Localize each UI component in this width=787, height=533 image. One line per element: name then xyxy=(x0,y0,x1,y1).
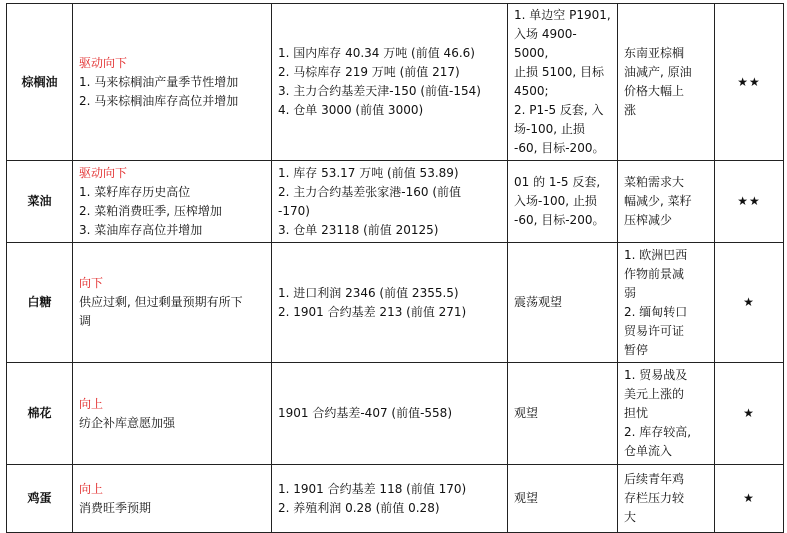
data-cell-line: 2. 主力合约基差张家港-160 (前值 xyxy=(278,184,461,199)
strategy-cell xyxy=(508,363,618,465)
strategy-cell-line: 震荡观望 xyxy=(514,295,563,309)
data-cell-line: 3. 仓单 23118 (前值 20125) xyxy=(278,222,439,237)
strategy-cell-line: 观望 xyxy=(514,491,539,505)
strategy-cell-line: 2. P1-5 反套, 入 xyxy=(514,103,604,117)
data-cell-line: 1. 国内库存 40.34 万吨 (前值 46.6) xyxy=(278,46,475,60)
risk-cell-line: 后续青年鸡 xyxy=(624,472,685,486)
driver-line: 1. 菜籽库存历史高位 xyxy=(79,184,191,199)
strategy-cell xyxy=(508,161,618,243)
direction-label: 向上 xyxy=(79,396,104,411)
risk-cell xyxy=(618,243,715,363)
risk-cell-line: 暂停 xyxy=(624,342,649,357)
strategy-cell xyxy=(508,4,618,161)
risk-cell-line: 作物前景减 xyxy=(624,266,685,281)
table-row xyxy=(7,4,784,161)
data-cell-line: 2. 1901 合约基差 213 (前值 271) xyxy=(278,304,467,319)
risk-cell-line: 东南亚棕榈 xyxy=(624,46,685,60)
data-cell-line: 1. 库存 53.17 万吨 (前值 53.89) xyxy=(278,165,459,180)
direction-label: 驱动向下 xyxy=(79,55,128,70)
data-cell xyxy=(272,465,508,533)
driver-line: 消费旺季预期 xyxy=(79,500,152,515)
driver-line: 供应过剩, 但过剩量预期有所下 xyxy=(79,295,243,309)
risk-cell-line: 幅减少, 菜籽 xyxy=(624,194,692,208)
driver-cell xyxy=(73,363,272,465)
risk-cell-line: 菜粕需求大 xyxy=(624,175,685,189)
strategy-cell xyxy=(508,465,618,533)
driver-line: 1. 马来棕榈油产量季节性增加 xyxy=(79,74,239,89)
direction-label: 驱动向下 xyxy=(79,165,128,180)
risk-cell-line: 油减产, 原油 xyxy=(624,65,692,79)
table-row xyxy=(7,243,784,363)
driver-cell xyxy=(73,465,272,533)
risk-cell-line: 担忧 xyxy=(624,406,649,420)
data-cell xyxy=(272,161,508,243)
data-cell xyxy=(272,243,508,363)
driver-line: 3. 菜油库存高位并增加 xyxy=(79,222,203,237)
rating-stars: ★ xyxy=(715,363,784,465)
commodity-name: 白糖 xyxy=(7,243,73,363)
risk-cell-line: 涨 xyxy=(624,103,637,117)
data-cell-line: -170) xyxy=(278,203,310,218)
strategy-cell-line: 入场-100, 止损 xyxy=(514,194,597,208)
data-cell xyxy=(272,4,508,161)
risk-cell-line: 2. 库存较高, xyxy=(624,425,692,439)
risk-cell-line: 美元上涨的 xyxy=(624,387,685,401)
data-cell-line: 4. 仓单 3000 (前值 3000) xyxy=(278,103,424,117)
driver-line: 调 xyxy=(79,314,92,328)
commodity-name: 棉花 xyxy=(7,363,73,465)
strategy-cell-line: 止损 5100, 目标 xyxy=(514,65,604,79)
data-cell-line: 1901 合约基差-407 (前值-558) xyxy=(278,406,453,420)
risk-cell-line: 仓单流入 xyxy=(624,444,673,458)
risk-cell-line: 2. 缅甸转口 xyxy=(624,304,688,319)
rating-stars: ★★ xyxy=(715,161,784,243)
direction-label: 向下 xyxy=(79,276,104,290)
commodity-name: 棕榈油 xyxy=(7,4,73,161)
driver-line: 纺企补库意愿加强 xyxy=(79,415,176,430)
driver-cell xyxy=(73,4,272,161)
table-row xyxy=(7,161,784,243)
driver-cell xyxy=(73,161,272,243)
risk-cell-line: 压榨减少 xyxy=(624,213,673,227)
rating-stars: ★ xyxy=(715,465,784,533)
data-cell-line: 2. 马棕库存 219 万吨 (前值 217) xyxy=(278,65,460,79)
driver-line: 2. 马来棕榈油库存高位并增加 xyxy=(79,93,239,108)
data-cell-line: 2. 养殖利润 0.28 (前值 0.28) xyxy=(278,500,440,515)
strategy-cell-line: 场-100, 止损 xyxy=(514,122,585,136)
risk-cell-line: 存栏压力较 xyxy=(624,491,685,505)
table-row xyxy=(7,363,784,465)
commodity-name: 鸡蛋 xyxy=(7,465,73,533)
data-cell-line: 1. 进口利润 2346 (前值 2355.5) xyxy=(278,285,459,300)
strategy-cell-line: 4500; xyxy=(514,84,549,98)
rating-stars: ★ xyxy=(715,243,784,363)
driver-line: 2. 菜粕消费旺季, 压榨增加 xyxy=(79,203,222,218)
risk-cell xyxy=(618,465,715,533)
risk-cell-line: 1. 欧洲巴西 xyxy=(624,247,688,262)
strategy-cell-line: 01 的 1-5 反套, xyxy=(514,175,601,189)
table-row xyxy=(7,465,784,533)
data-cell-line: 1. 1901 合约基差 118 (前值 170) xyxy=(278,481,467,496)
strategy-cell-line: 观望 xyxy=(514,406,539,420)
direction-label: 向上 xyxy=(79,481,104,496)
driver-cell xyxy=(73,243,272,363)
commodity-name: 菜油 xyxy=(7,161,73,243)
risk-cell xyxy=(618,161,715,243)
strategy-cell-line: 入场 4900-5000, xyxy=(514,27,577,60)
strategy-cell-line: -60, 目标-200。 xyxy=(514,213,605,227)
data-cell xyxy=(272,363,508,465)
data-cell-line: 3. 主力合约基差天津-150 (前值-154) xyxy=(278,84,481,98)
strategy-cell-line: -60, 目标-200。 xyxy=(514,141,605,155)
rating-stars: ★★ xyxy=(715,4,784,161)
risk-cell xyxy=(618,363,715,465)
strategy-cell-line: 1. 单边空 P1901, xyxy=(514,8,611,22)
risk-cell-line: 贸易许可证 xyxy=(624,323,685,338)
risk-cell-line: 1. 贸易战及 xyxy=(624,368,688,382)
risk-cell-line: 价格大幅上 xyxy=(624,84,685,98)
risk-cell xyxy=(618,4,715,161)
commodity-strategy-table xyxy=(6,3,784,533)
strategy-cell xyxy=(508,243,618,363)
risk-cell-line: 弱 xyxy=(624,285,637,300)
risk-cell-line: 大 xyxy=(624,510,637,524)
